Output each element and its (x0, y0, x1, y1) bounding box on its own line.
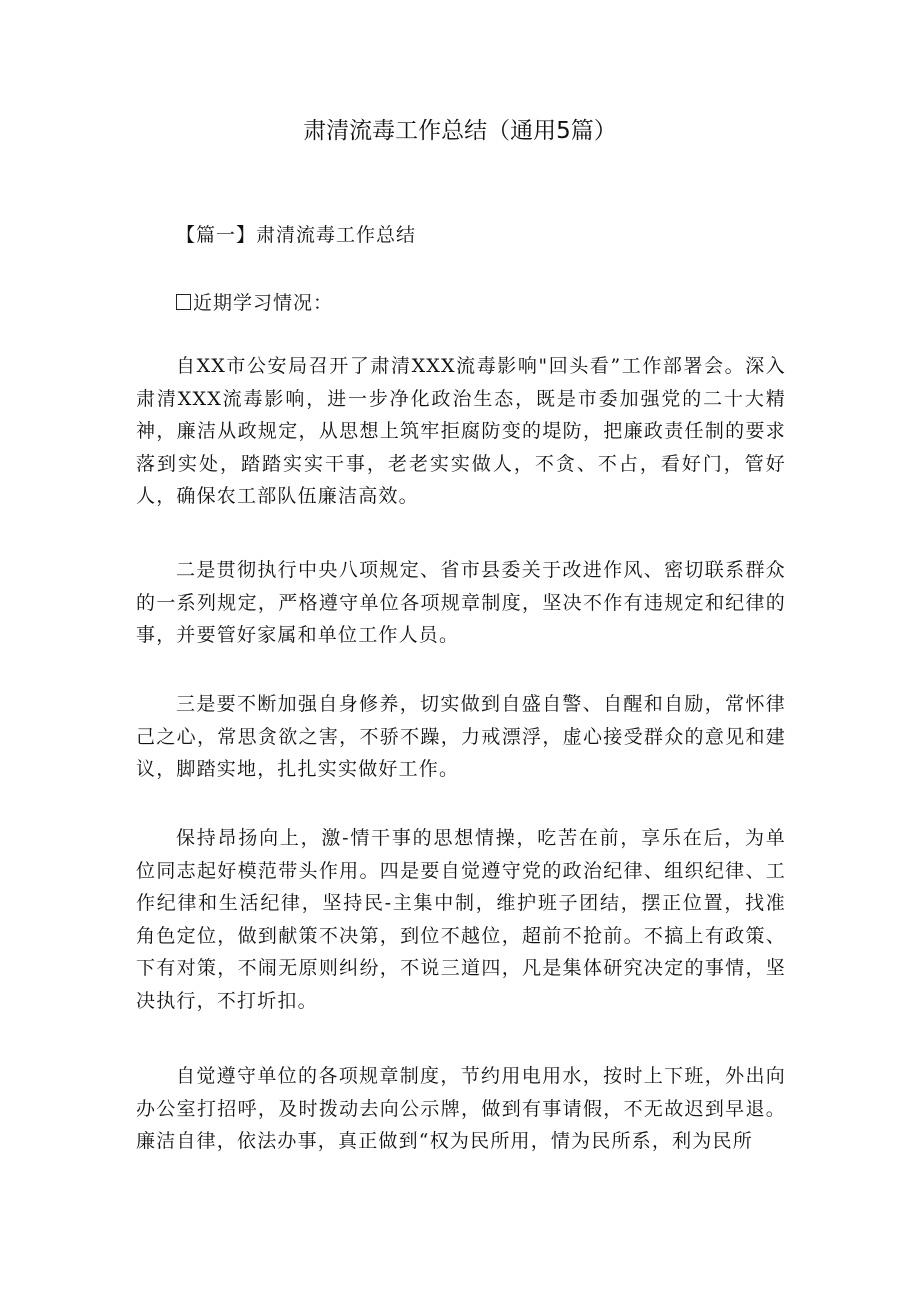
subheading-text: 近期学习情况： (193, 292, 334, 314)
paragraph-2: 二是贯彻执行中央八项规定、省市县委关于改进作风、密切联系群众的一系列规定，严格遵守单位各项规章制度，坚决不作有违规定和纪律的事，并要管好家属和单位工作人员。 (136, 559, 786, 646)
section-heading: 【篇一】肃清流毒工作总结 (176, 224, 417, 246)
paragraph-4: 保持昂扬向上，激-情干事的思想情操，吃苦在前，享乐在后，为单位同志起好模范带头作用。四是要自觉遵守党的政治纪律、组织纪律、工作纪律和生活纪律，坚持民-主集中制，维护班子团结，摆正位置，找准角色定位，做到献策不决第，到位不越位，超前不抢前。不搞上有政策、下有对策，不闹无原则纠纷，不说三道四，凡是集体研究决定的事情，坚决执行，不打圻扣。 (136, 827, 786, 1012)
subheading (176, 288, 333, 315)
paragraph-3: 三是要不断加强自身修养，切实做到自盛自警、自醒和自励，常怀律己之心，常思贪欲之害，不骄不躁，力戒漂浮，虚心接受群众的意见和建议，脚踏实地，扎扎实实做好工作。 (136, 693, 786, 780)
paragraph-1: 自XX市公安局召开了肃清XXX流毒影响"回头看”工作部署会。深入肃清XXX流毒影响，进一步净化政治生态，既是市委加强党的二十大精神，廉洁从政规定，从思想上筑牢拒腐防变的堤防，把廉政责任制的要求落到实处，踏踏实实干事，老老实实做人，不贪、不占，看好门，管好人，确保农工部队伍廉洁高效。 (136, 355, 786, 507)
document-title: 肃清流毒工作总结（通用5篇） (303, 118, 617, 144)
checkbox-icon (176, 294, 191, 310)
paragraph-5: 自觉遵守单位的各项规章制度，节约用电用水，按时上下班，外出向办公室打招呼，及时拨动去向公示牌，做到有事请假，不无故迟到早退。廉洁自律，依法办事，真正做到“权为民所用，情为民所系，利为民所 (136, 1065, 786, 1152)
